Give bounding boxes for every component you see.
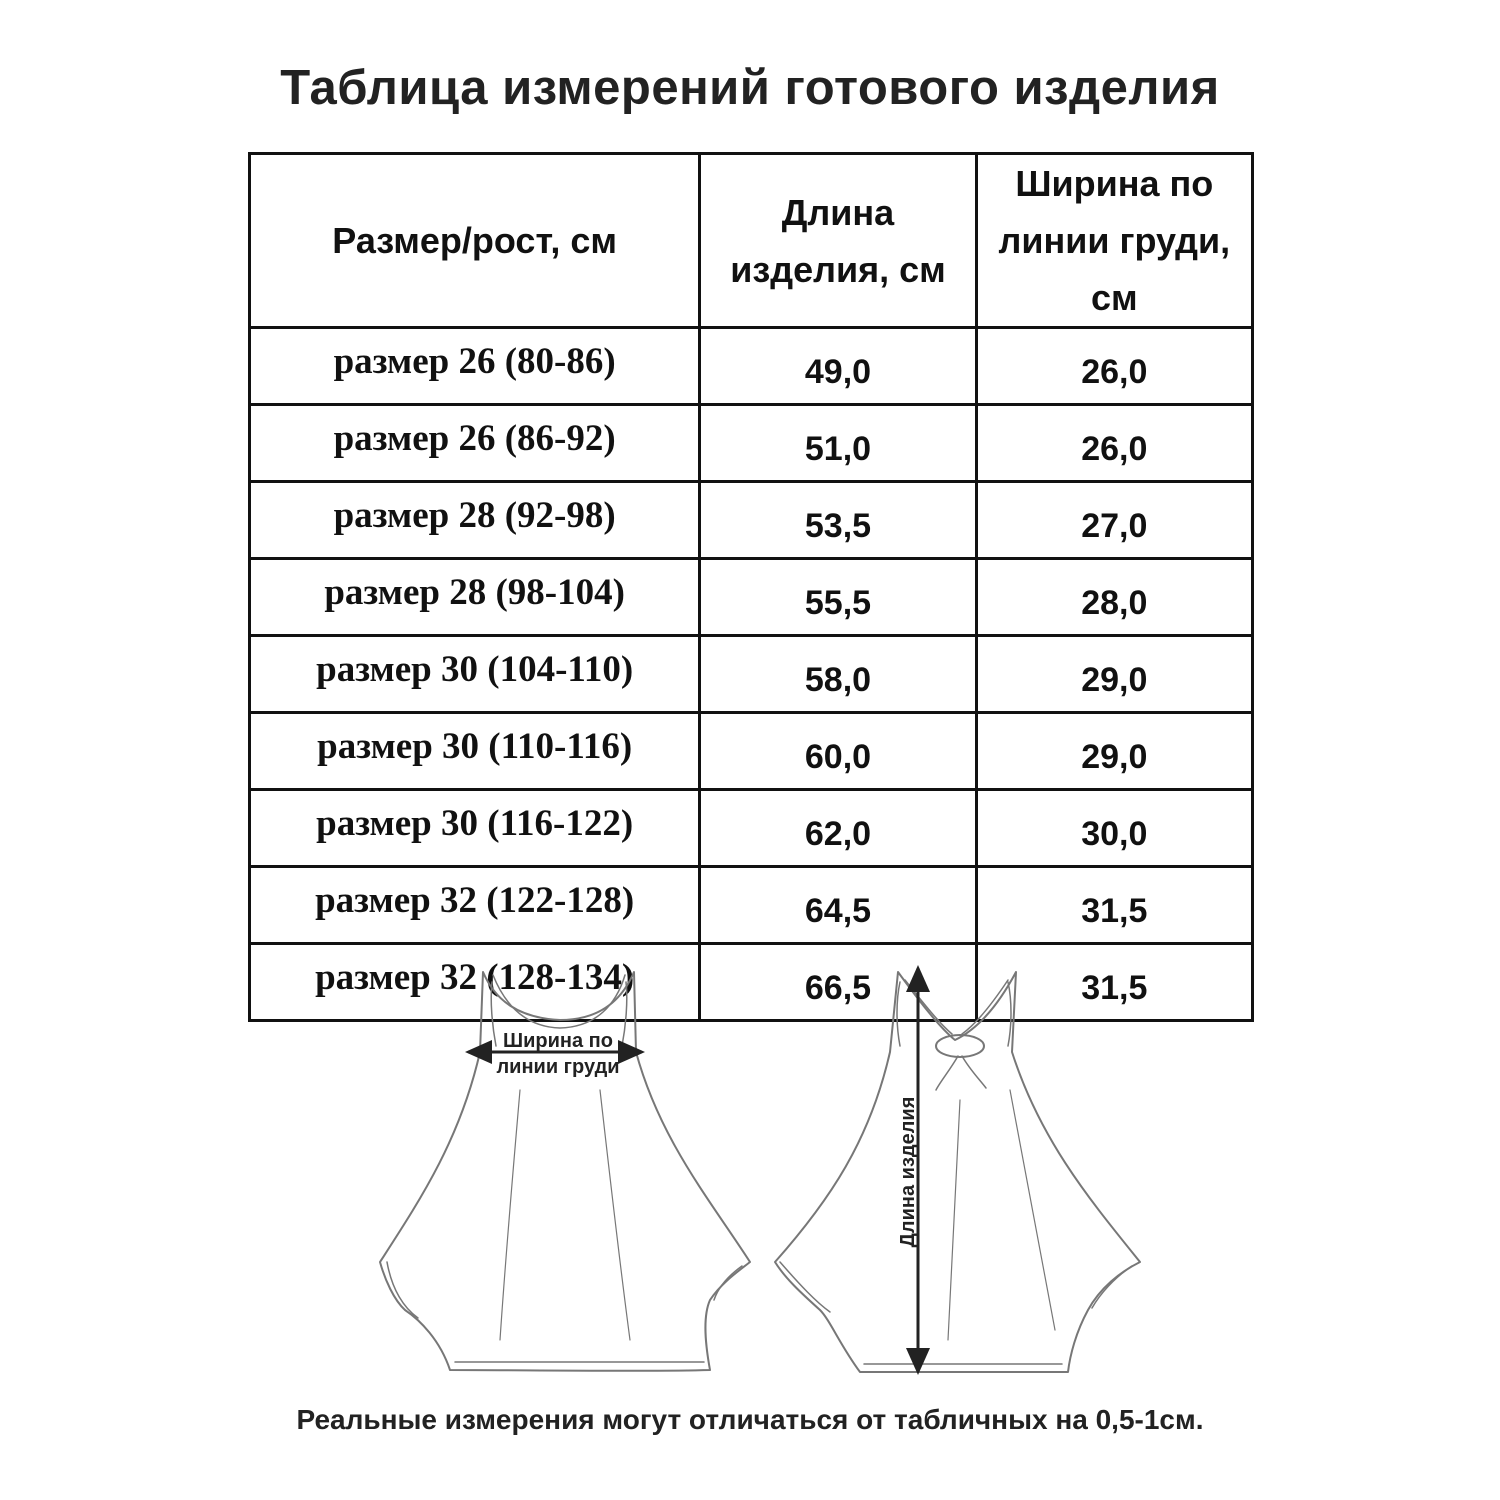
- header-width-line1: Ширина по: [1015, 163, 1214, 204]
- table-row: [250, 559, 1253, 636]
- page-title: Таблица измерений готового изделия: [280, 61, 1220, 115]
- size-cell: размер 26 (80-86): [250, 328, 700, 405]
- length-label: Длина изделия: [897, 1096, 919, 1248]
- width-cell: 26,0: [976, 328, 1252, 405]
- width-cell: 27,0: [976, 482, 1252, 559]
- header-length-line2: изделия, см: [730, 248, 946, 290]
- length-cell: 60,0: [700, 713, 976, 790]
- length-cell: 58,0: [700, 636, 976, 713]
- length-cell: 66,5: [700, 944, 976, 1021]
- width-cell: 29,0: [976, 636, 1252, 713]
- size-cell: размер 28 (98-104): [250, 559, 700, 636]
- size-cell: размер 28 (92-98): [250, 482, 700, 559]
- dress-drawings: [0, 960, 1500, 1400]
- header-size-label: Размер/рост, см: [332, 220, 618, 261]
- size-cell: размер 32 (122-128): [250, 867, 700, 944]
- dress-back-sketch: [775, 972, 1140, 1372]
- header-length: [700, 154, 976, 328]
- size-cell: размер 26 (86-92): [250, 405, 700, 482]
- header-width-line2: линии груди,: [998, 220, 1231, 261]
- width-cell: 31,5: [976, 867, 1252, 944]
- length-cell: 64,5: [700, 867, 976, 944]
- size-cell: размер 32 (128-134): [250, 944, 700, 1021]
- table-header-row: [250, 154, 1253, 328]
- table-row: [250, 790, 1253, 867]
- header-width-line3: см: [1090, 277, 1138, 318]
- table-row: [250, 482, 1253, 559]
- size-cell: размер 30 (104-110): [250, 636, 700, 713]
- width-cell: 28,0: [976, 559, 1252, 636]
- table-row: [250, 867, 1253, 944]
- length-cell: 62,0: [700, 790, 976, 867]
- chest-width-label-line2: линии груди: [496, 1056, 620, 1078]
- width-cell: 30,0: [976, 790, 1252, 867]
- header-length-line1: Длина: [781, 191, 895, 233]
- table-row: [250, 636, 1253, 713]
- table-row: [250, 328, 1253, 405]
- length-cell: 49,0: [700, 328, 976, 405]
- width-cell: 31,5: [976, 944, 1252, 1021]
- chest-width-label-line1: Ширина по: [503, 1030, 613, 1052]
- footnote: Реальные измерения могут отличаться от табличных на 0,5-1см.: [296, 1404, 1204, 1435]
- table-row: [250, 405, 1253, 482]
- length-cell: 51,0: [700, 405, 976, 482]
- size-cell: размер 30 (110-116): [250, 713, 700, 790]
- header-size: [250, 154, 700, 328]
- length-cell: 53,5: [700, 482, 976, 559]
- length-cell: 55,5: [700, 559, 976, 636]
- header-width: [976, 154, 1252, 328]
- table-row: [250, 713, 1253, 790]
- width-cell: 26,0: [976, 405, 1252, 482]
- size-cell: размер 30 (116-122): [250, 790, 700, 867]
- size-table: [248, 152, 1254, 1022]
- width-cell: 29,0: [976, 713, 1252, 790]
